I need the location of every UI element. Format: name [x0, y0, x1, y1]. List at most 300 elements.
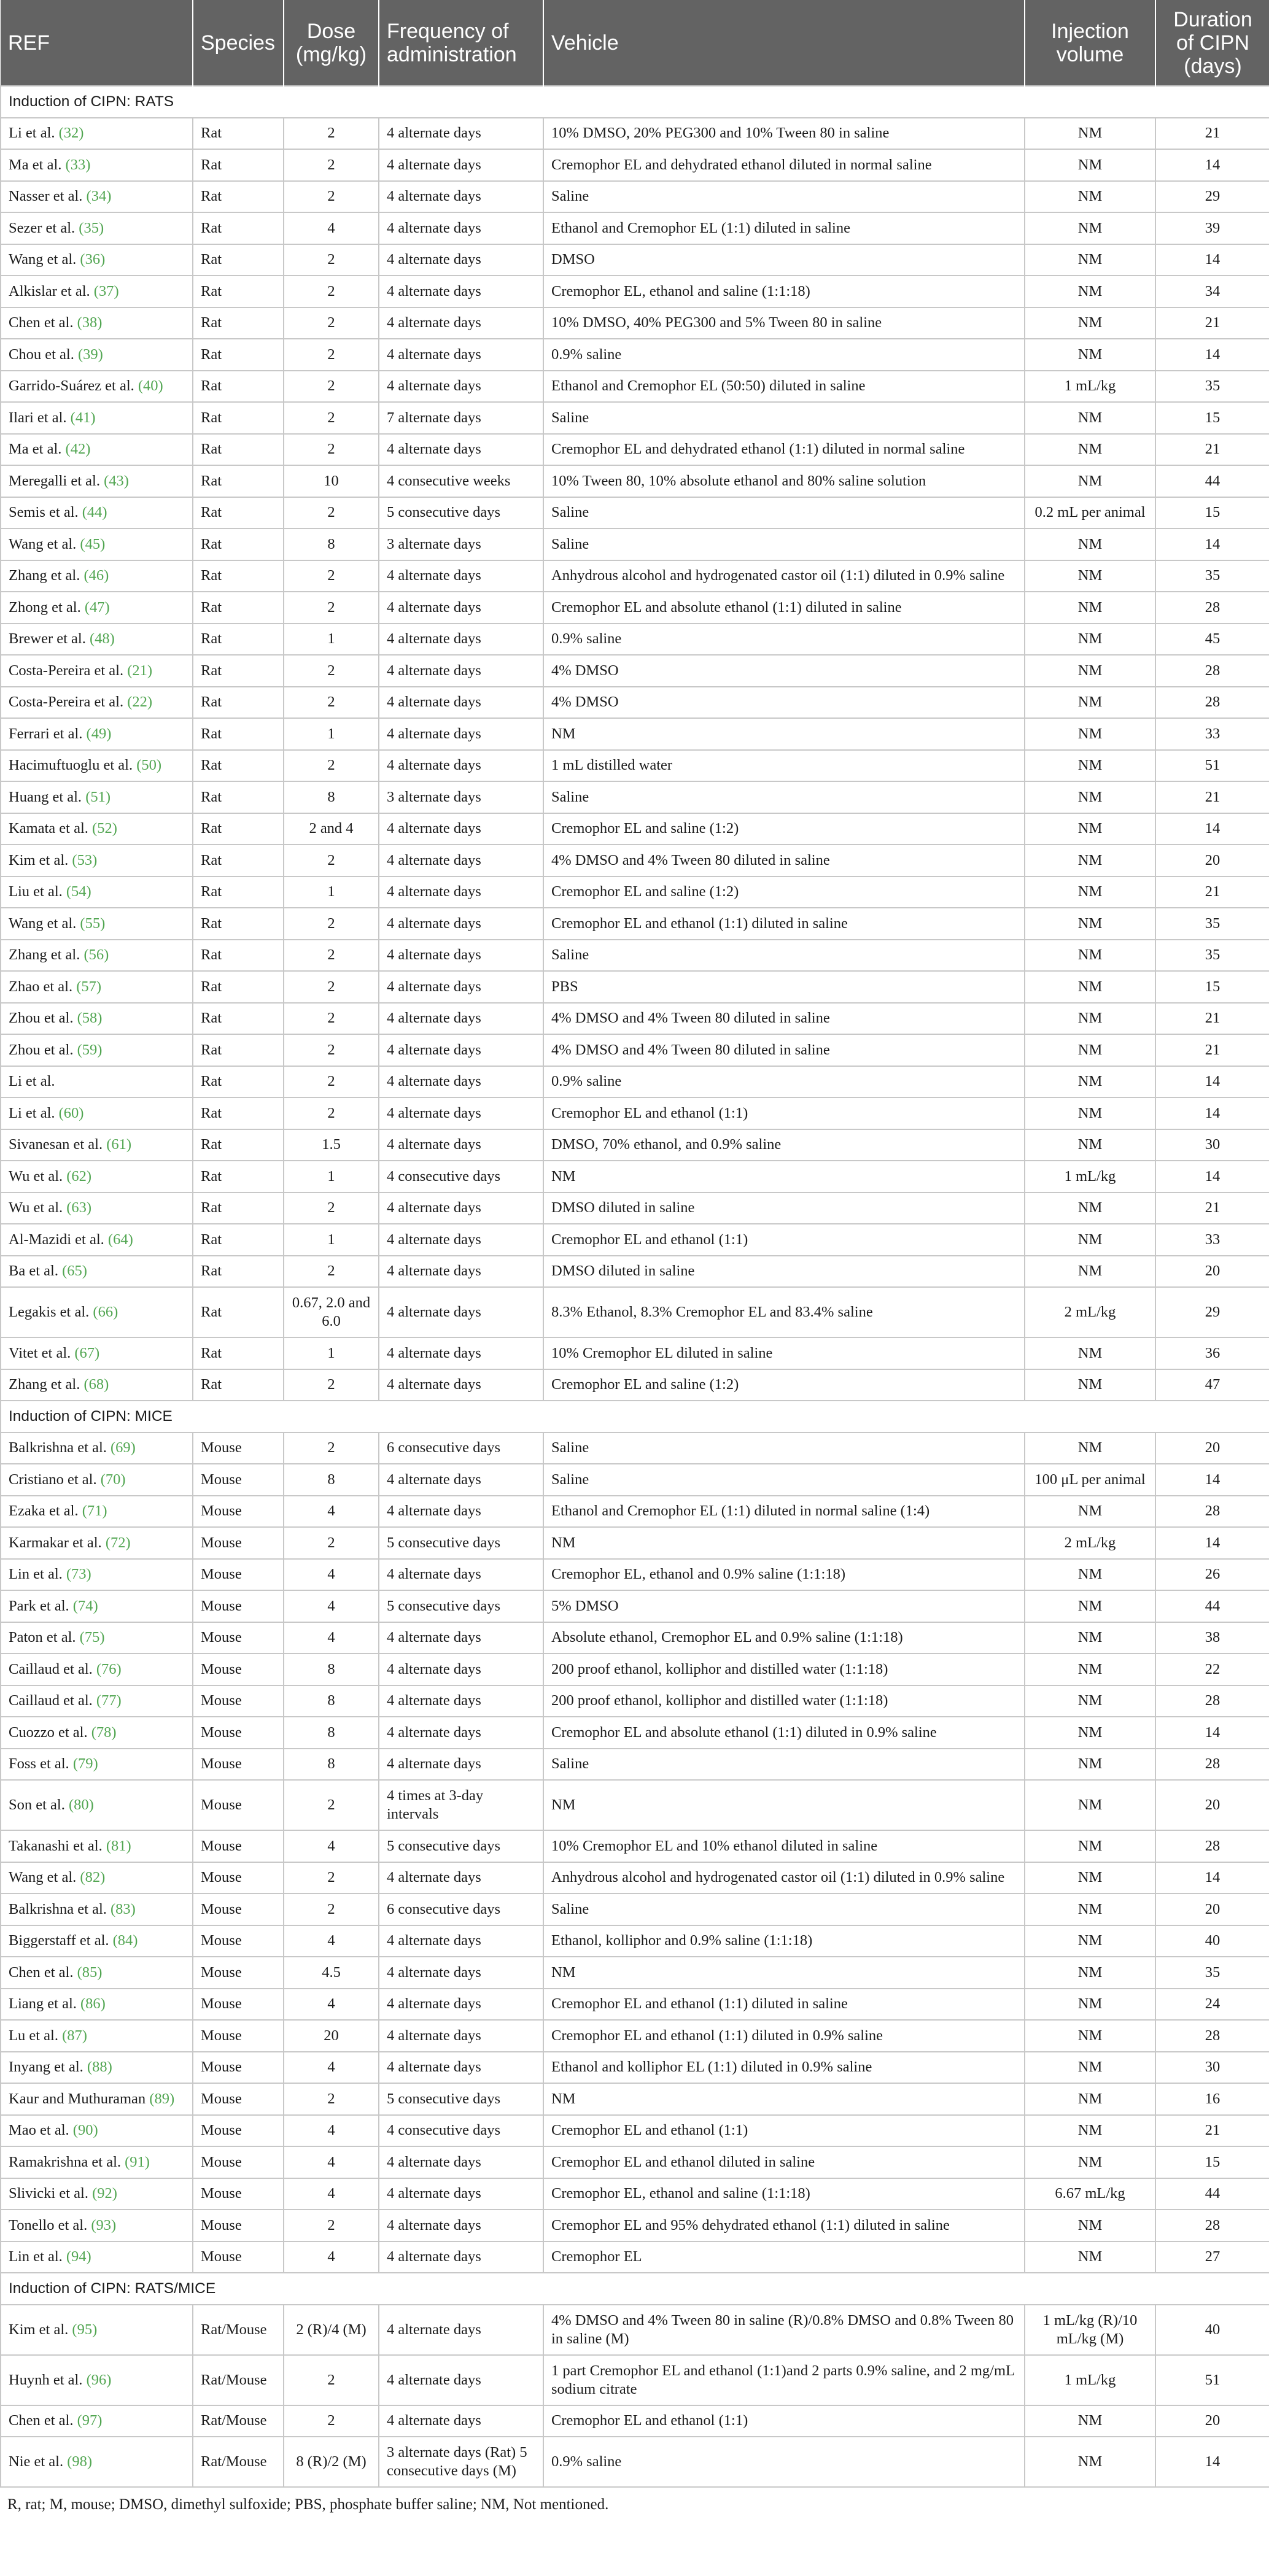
ref-cell	[1, 1464, 193, 1496]
table-row	[1, 339, 1269, 371]
vehicle-cell: Saline	[543, 1433, 1025, 1464]
citation-link[interactable]: (49)	[86, 725, 112, 742]
ref-cell	[1, 655, 193, 687]
vehicle-cell: Ethanol and kolliphor EL (1:1) diluted in 0.9% saline	[543, 2052, 1025, 2084]
citation-link[interactable]: (61)	[106, 1136, 132, 1153]
species-cell: Rat/Mouse	[193, 2405, 284, 2437]
citation-link[interactable]: (66)	[93, 1304, 118, 1320]
citation-link[interactable]: (94)	[66, 2248, 91, 2265]
duration-cell: 29	[1155, 181, 1269, 213]
vehicle-cell: Cremophor EL and ethanol (1:1)	[543, 1224, 1025, 1256]
duration-cell: 22	[1155, 1654, 1269, 1685]
author-name: Karmakar et al.	[9, 1534, 102, 1551]
vehicle-cell: NM	[543, 1527, 1025, 1559]
ref-cell	[1, 876, 193, 908]
species-cell: Rat	[193, 1034, 284, 1066]
frequency-cell: 4 alternate days	[379, 1337, 543, 1369]
vehicle-cell: Cremophor EL and saline (1:2)	[543, 813, 1025, 845]
citation-link[interactable]: (56)	[83, 946, 109, 964]
citation-link[interactable]: (60)	[58, 1104, 84, 1121]
citation-link[interactable]: (88)	[87, 2059, 112, 2076]
citation-link[interactable]: (40)	[138, 377, 163, 395]
vehicle-cell: 1 mL distilled water	[543, 750, 1025, 782]
table-row	[1, 244, 1269, 276]
duration-cell: 14	[1155, 1464, 1269, 1496]
dose-cell: 2	[284, 1780, 379, 1830]
frequency-cell: 4 alternate days	[379, 908, 543, 940]
species-cell: Mouse	[193, 1862, 284, 1894]
citation-link[interactable]: (95)	[72, 2321, 98, 2338]
citation-link[interactable]: (42)	[65, 441, 91, 458]
citation-link[interactable]: (73)	[66, 1566, 91, 1583]
duration-cell: 21	[1155, 876, 1269, 908]
duration-cell: 26	[1155, 1559, 1269, 1591]
vehicle-cell: 10% DMSO, 20% PEG300 and 10% Tween 80 in saline	[543, 118, 1025, 150]
dose-cell: 4	[284, 212, 379, 244]
citation-link[interactable]: (67)	[74, 1344, 100, 1361]
citation-link[interactable]: (32)	[58, 125, 84, 142]
species-cell: Rat/Mouse	[193, 2437, 284, 2487]
injection-volume-cell: NM	[1025, 1989, 1155, 2021]
citation-link[interactable]: (93)	[91, 2216, 117, 2234]
frequency-cell: 4 consecutive days	[379, 2115, 543, 2147]
dose-cell: 8	[284, 781, 379, 813]
injection-volume-cell: NM	[1025, 1256, 1155, 1288]
duration-cell: 36	[1155, 1337, 1269, 1369]
frequency-cell: 4 alternate days	[379, 1862, 543, 1894]
species-cell: Mouse	[193, 1590, 284, 1622]
table-row	[1, 1559, 1269, 1591]
author-name: Paton et al.	[9, 1629, 76, 1646]
author-name: Wu et al.	[9, 1199, 63, 1216]
citation-link[interactable]: (82)	[80, 1869, 106, 1886]
frequency-cell: 7 alternate days	[379, 402, 543, 434]
citation-link[interactable]: (53)	[72, 851, 98, 868]
header-row	[1, 0, 1269, 86]
table-row	[1, 402, 1269, 434]
duration-cell: 40	[1155, 1925, 1269, 1957]
citation-link[interactable]: (69)	[111, 1439, 136, 1456]
citation-link[interactable]: (34)	[86, 188, 112, 205]
frequency-cell: 4 consecutive weeks	[379, 465, 543, 497]
dose-cell: 2	[284, 750, 379, 782]
citation-link[interactable]: (58)	[77, 1010, 103, 1027]
dose-cell: 8	[284, 1717, 379, 1749]
author-name: Vitet et al.	[9, 1344, 71, 1361]
author-name: Caillaud et al.	[9, 1660, 93, 1677]
duration-cell: 45	[1155, 624, 1269, 656]
citation-link[interactable]: (45)	[80, 535, 106, 552]
ref-cell	[1, 908, 193, 940]
vehicle-cell: Cremophor EL and ethanol (1:1)	[543, 1097, 1025, 1129]
injection-volume-cell: NM	[1025, 434, 1155, 466]
frequency-cell: 4 alternate days	[379, 1129, 543, 1161]
header-species: Species	[193, 0, 284, 86]
author-name: Hacimuftuoglu et al.	[9, 757, 133, 774]
ref-cell	[1, 971, 193, 1003]
citation-link[interactable]: (63)	[66, 1199, 92, 1216]
citation-link[interactable]: (91)	[125, 2153, 150, 2170]
dose-cell: 4	[284, 1559, 379, 1591]
species-cell: Rat	[193, 244, 284, 276]
frequency-cell: 4 alternate days	[379, 307, 543, 339]
table-row	[1, 971, 1269, 1003]
duration-cell: 21	[1155, 1034, 1269, 1066]
frequency-cell: 4 alternate days	[379, 1464, 543, 1496]
vehicle-cell: 4% DMSO and 4% Tween 80 in saline (R)/0.8% DMSO and 0.8% Tween 80 in saline (M)	[543, 2305, 1025, 2355]
citation-link[interactable]: (46)	[83, 567, 109, 584]
citation-link[interactable]: (22)	[127, 694, 153, 711]
dose-cell: 1	[284, 1161, 379, 1193]
injection-volume-cell: NM	[1025, 750, 1155, 782]
ref-cell	[1, 497, 193, 529]
citation-link[interactable]: (79)	[72, 1755, 98, 1773]
citation-link[interactable]: (39)	[77, 346, 103, 363]
species-cell: Rat	[193, 1287, 284, 1337]
table-row	[1, 781, 1269, 813]
injection-volume-cell: NM	[1025, 402, 1155, 434]
table-row	[1, 2083, 1269, 2115]
header-ref: REF	[1, 0, 193, 86]
species-cell: Rat	[193, 876, 284, 908]
ref-cell	[1, 1369, 193, 1401]
author-name: Zhou et al.	[9, 1010, 74, 1027]
dose-cell: 2	[284, 339, 379, 371]
species-cell: Mouse	[193, 2115, 284, 2147]
frequency-cell: 4 alternate days	[379, 1749, 543, 1781]
vehicle-cell: 4% DMSO and 4% Tween 80 diluted in saline	[543, 845, 1025, 876]
citation-link[interactable]: (71)	[82, 1503, 107, 1520]
injection-volume-cell: NM	[1025, 1685, 1155, 1717]
citation-link[interactable]: (38)	[77, 314, 103, 331]
dose-cell: 8	[284, 1654, 379, 1685]
vehicle-cell: NM	[543, 1957, 1025, 1989]
frequency-cell: 4 alternate days	[379, 2178, 543, 2210]
species-cell: Mouse	[193, 2020, 284, 2052]
duration-cell: 44	[1155, 1590, 1269, 1622]
citation-link[interactable]: (98)	[67, 2453, 93, 2470]
injection-volume-cell: NM	[1025, 2146, 1155, 2178]
vehicle-cell: 1 part Cremophor EL and ethanol (1:1)and 2 parts 0.9% saline, and 2 mg/mL sodium citrate	[543, 2355, 1025, 2405]
species-cell: Rat	[193, 971, 284, 1003]
duration-cell: 14	[1155, 149, 1269, 181]
injection-volume-cell: NM	[1025, 1193, 1155, 1224]
ref-cell	[1, 1925, 193, 1957]
ref-cell	[1, 1622, 193, 1654]
injection-volume-cell: NM	[1025, 1224, 1155, 1256]
citation-link[interactable]: (43)	[104, 472, 129, 489]
author-name: Kamata et al.	[9, 820, 88, 837]
species-cell: Rat	[193, 750, 284, 782]
table-row	[1, 2437, 1269, 2487]
citation-link[interactable]: (97)	[77, 2412, 103, 2429]
ref-cell	[1, 813, 193, 845]
citation-link[interactable]: (75)	[79, 1629, 105, 1646]
citation-link[interactable]: (51)	[85, 788, 111, 805]
dose-cell: 1.5	[284, 1129, 379, 1161]
injection-volume-cell: NM	[1025, 624, 1155, 656]
dose-cell: 4.5	[284, 1957, 379, 1989]
author-name: Kaur and Muthuraman	[9, 2090, 146, 2107]
vehicle-cell: Cremophor EL and ethanol (1:1) diluted in 0.9% saline	[543, 2020, 1025, 2052]
citation-link[interactable]: (33)	[65, 156, 91, 173]
vehicle-cell: Cremophor EL, ethanol and saline (1:1:18)	[543, 276, 1025, 307]
frequency-cell: 5 consecutive days	[379, 1590, 543, 1622]
ref-cell	[1, 2305, 193, 2355]
frequency-cell: 4 alternate days	[379, 2355, 543, 2405]
duration-cell: 28	[1155, 1685, 1269, 1717]
species-cell: Rat	[193, 845, 284, 876]
citation-link[interactable]: (87)	[62, 2027, 87, 2044]
citation-link[interactable]: (52)	[92, 820, 117, 837]
injection-volume-cell: NM	[1025, 687, 1155, 719]
table-row	[1, 276, 1269, 307]
dose-cell: 2	[284, 434, 379, 466]
vehicle-cell: 10% Tween 80, 10% absolute ethanol and 80% saline solution	[543, 465, 1025, 497]
citation-link[interactable]: (62)	[66, 1167, 92, 1185]
duration-cell: 27	[1155, 2241, 1269, 2273]
duration-cell: 20	[1155, 1256, 1269, 1288]
author-name: Park et al.	[9, 1597, 69, 1614]
table-row	[1, 718, 1269, 750]
injection-volume-cell: NM	[1025, 560, 1155, 592]
author-name: Huang et al.	[9, 788, 82, 805]
author-name: Wang et al.	[9, 251, 77, 268]
section-title: Induction of CIPN: MICE	[1, 1401, 1269, 1433]
author-name: Ezaka et al.	[9, 1503, 79, 1520]
table-row	[1, 1161, 1269, 1193]
ref-cell	[1, 149, 193, 181]
citation-link[interactable]: (78)	[91, 1723, 117, 1741]
author-name: Wu et al.	[9, 1167, 63, 1185]
ref-cell	[1, 2052, 193, 2084]
author-name: Cuozzo et al.	[9, 1723, 88, 1741]
header-duration: Duration of CIPN (days)	[1155, 0, 1269, 86]
dose-cell: 1	[284, 1337, 379, 1369]
species-cell: Rat	[193, 813, 284, 845]
vehicle-cell: 4% DMSO and 4% Tween 80 diluted in saline	[543, 1034, 1025, 1066]
table-row	[1, 876, 1269, 908]
section-header-row	[1, 2273, 1269, 2305]
injection-volume-cell: NM	[1025, 1717, 1155, 1749]
frequency-cell: 4 alternate days	[379, 2146, 543, 2178]
dose-cell: 2	[284, 1862, 379, 1894]
injection-volume-cell: NM	[1025, 528, 1155, 560]
species-cell: Mouse	[193, 1496, 284, 1528]
section-title: Induction of CIPN: RATS	[1, 86, 1269, 118]
vehicle-cell: Anhydrous alcohol and hydrogenated castor oil (1:1) diluted in 0.9% saline	[543, 560, 1025, 592]
citation-link[interactable]: (21)	[127, 662, 153, 679]
dose-cell: 2	[284, 1097, 379, 1129]
citation-link[interactable]: (89)	[149, 2090, 175, 2107]
species-cell: Mouse	[193, 1433, 284, 1464]
vehicle-cell: Saline	[543, 1749, 1025, 1781]
vehicle-cell: Cremophor EL, ethanol and 0.9% saline (1:1:18)	[543, 1559, 1025, 1591]
duration-cell: 35	[1155, 1957, 1269, 1989]
citation-link[interactable]: (90)	[72, 2122, 98, 2139]
dose-cell: 8	[284, 1685, 379, 1717]
ref-cell	[1, 434, 193, 466]
vehicle-cell: Cremophor EL and 95% dehydrated ethanol (1:1) diluted in saline	[543, 2210, 1025, 2241]
author-name: Takanashi et al.	[9, 1837, 103, 1854]
duration-cell: 14	[1155, 1717, 1269, 1749]
ref-cell	[1, 1893, 193, 1925]
citation-link[interactable]: (83)	[111, 1900, 136, 1917]
citation-link[interactable]: (77)	[96, 1692, 122, 1709]
citation-link[interactable]: (55)	[80, 915, 106, 932]
frequency-cell: 4 times at 3-day intervals	[379, 1780, 543, 1830]
frequency-cell: 4 alternate days	[379, 1717, 543, 1749]
duration-cell: 21	[1155, 118, 1269, 150]
species-cell: Rat	[193, 497, 284, 529]
injection-volume-cell: NM	[1025, 2437, 1155, 2487]
injection-volume-cell: NM	[1025, 276, 1155, 307]
header-frequency: Frequency of administration	[379, 0, 543, 86]
citation-link[interactable]: (84)	[112, 1932, 138, 1949]
species-cell: Rat	[193, 339, 284, 371]
citation-link[interactable]: (36)	[80, 251, 106, 268]
author-name: Nie et al.	[9, 2453, 64, 2470]
table-row	[1, 1590, 1269, 1622]
table-row	[1, 1925, 1269, 1957]
author-name: Balkrishna et al.	[9, 1439, 107, 1456]
citation-link[interactable]: (85)	[77, 1963, 103, 1981]
table-row	[1, 2241, 1269, 2273]
species-cell: Rat	[193, 528, 284, 560]
citation-link[interactable]: (37)	[93, 282, 119, 300]
dose-cell: 2	[284, 845, 379, 876]
author-name: Son et al.	[9, 1797, 65, 1813]
species-cell: Rat	[193, 1161, 284, 1193]
table-body	[1, 86, 1269, 2487]
table-row	[1, 1862, 1269, 1894]
author-name: Costa-Pereira et al.	[9, 694, 124, 711]
citation-link[interactable]: (74)	[72, 1597, 98, 1614]
citation-link[interactable]: (50)	[136, 757, 162, 774]
citation-link[interactable]: (76)	[96, 1660, 122, 1677]
dose-cell: 1	[284, 876, 379, 908]
citation-link[interactable]: (54)	[66, 883, 91, 900]
ref-cell	[1, 1989, 193, 2021]
citation-link[interactable]: (57)	[76, 978, 102, 995]
table-row	[1, 1097, 1269, 1129]
vehicle-cell: Saline	[543, 181, 1025, 213]
author-name: Chen et al.	[9, 1963, 74, 1981]
species-cell: Rat	[193, 1003, 284, 1035]
citation-link[interactable]: (48)	[89, 630, 115, 648]
table-row	[1, 1685, 1269, 1717]
frequency-cell: 4 alternate days	[379, 1957, 543, 1989]
dose-cell: 4	[284, 1925, 379, 1957]
author-name: Biggerstaff et al.	[9, 1932, 109, 1949]
injection-volume-cell: NM	[1025, 1925, 1155, 1957]
author-name: Ba et al.	[9, 1263, 58, 1280]
table-row	[1, 434, 1269, 466]
author-name: Li et al.	[9, 1073, 55, 1090]
injection-volume-cell: NM	[1025, 1654, 1155, 1685]
species-cell: Rat	[193, 1129, 284, 1161]
vehicle-cell: Cremophor EL and ethanol (1:1) diluted in saline	[543, 908, 1025, 940]
table-row	[1, 371, 1269, 403]
duration-cell: 33	[1155, 1224, 1269, 1256]
frequency-cell: 4 alternate days	[379, 592, 543, 624]
vehicle-cell: NM	[543, 1780, 1025, 1830]
ref-cell	[1, 1003, 193, 1035]
ref-cell	[1, 845, 193, 876]
species-cell: Rat	[193, 465, 284, 497]
table-row	[1, 2146, 1269, 2178]
duration-cell: 20	[1155, 845, 1269, 876]
table-row	[1, 1893, 1269, 1925]
duration-cell: 20	[1155, 2405, 1269, 2437]
ref-cell	[1, 940, 193, 972]
citation-link[interactable]: (96)	[86, 2371, 112, 2388]
table-row	[1, 908, 1269, 940]
author-name: Zhou et al.	[9, 1041, 74, 1058]
ref-cell	[1, 402, 193, 434]
vehicle-cell: Cremophor EL and ethanol diluted in saline	[543, 2146, 1025, 2178]
citation-link[interactable]: (92)	[92, 2185, 117, 2202]
species-cell: Rat	[193, 560, 284, 592]
citation-link[interactable]: (47)	[84, 598, 110, 616]
citation-link[interactable]: (44)	[82, 504, 107, 521]
ref-cell	[1, 1097, 193, 1129]
vehicle-cell: 0.9% saline	[543, 339, 1025, 371]
vehicle-cell: Absolute ethanol, Cremophor EL and 0.9% saline (1:1:18)	[543, 1622, 1025, 1654]
species-cell: Mouse	[193, 1780, 284, 1830]
frequency-cell: 6 consecutive days	[379, 1893, 543, 1925]
citation-link[interactable]: (86)	[80, 1995, 106, 2013]
citation-link[interactable]: (35)	[79, 219, 104, 236]
dose-cell: 2	[284, 149, 379, 181]
citation-link[interactable]: (65)	[62, 1263, 87, 1280]
citation-link[interactable]: (68)	[83, 1376, 109, 1393]
frequency-cell: 4 alternate days	[379, 1685, 543, 1717]
author-name: Costa-Pereira et al.	[9, 662, 124, 679]
table-row	[1, 2305, 1269, 2355]
author-name: Balkrishna et al.	[9, 1900, 107, 1917]
dose-cell: 1	[284, 1224, 379, 1256]
vehicle-cell: DMSO	[543, 244, 1025, 276]
ref-cell	[1, 528, 193, 560]
ref-cell	[1, 1066, 193, 1098]
duration-cell: 14	[1155, 244, 1269, 276]
ref-cell	[1, 624, 193, 656]
citation-link[interactable]: (80)	[69, 1797, 94, 1813]
citation-link[interactable]: (70)	[100, 1471, 126, 1488]
injection-volume-cell: NM	[1025, 876, 1155, 908]
frequency-cell: 4 alternate days	[379, 1925, 543, 1957]
injection-volume-cell: 2 mL/kg	[1025, 1527, 1155, 1559]
duration-cell: 15	[1155, 2146, 1269, 2178]
frequency-cell: 4 alternate days	[379, 624, 543, 656]
table-row	[1, 1622, 1269, 1654]
citation-link[interactable]: (59)	[77, 1041, 103, 1058]
table-row	[1, 307, 1269, 339]
table-row	[1, 1464, 1269, 1496]
injection-volume-cell: NM	[1025, 1034, 1155, 1066]
author-name: Al-Mazidi et al.	[9, 1231, 104, 1248]
citation-link[interactable]: (81)	[106, 1837, 131, 1854]
ref-cell	[1, 1256, 193, 1288]
frequency-cell: 6 consecutive days	[379, 1433, 543, 1464]
citation-link[interactable]: (72)	[105, 1534, 131, 1551]
citation-link[interactable]: (64)	[107, 1231, 133, 1248]
duration-cell: 28	[1155, 1749, 1269, 1781]
citation-link[interactable]: (41)	[70, 409, 96, 426]
author-name: Sezer et al.	[9, 219, 76, 236]
species-cell: Mouse	[193, 1559, 284, 1591]
